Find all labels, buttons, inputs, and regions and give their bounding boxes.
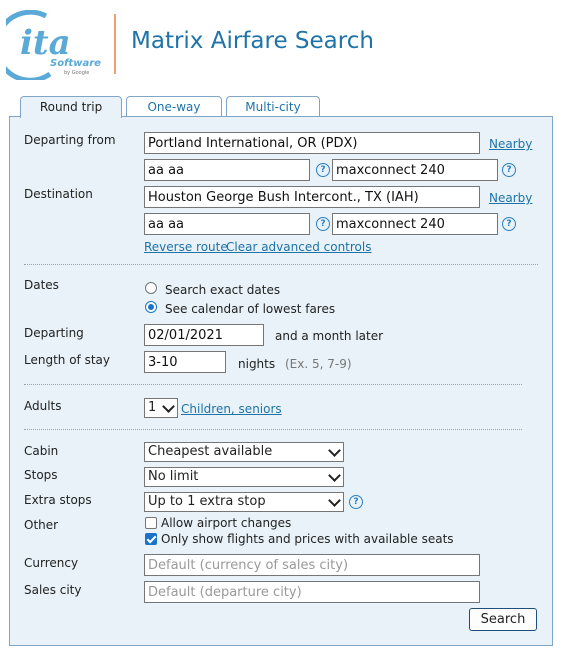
- search-form-panel: [9, 116, 553, 646]
- logo-sub-text: Software: [50, 58, 101, 69]
- cabin-value: Cheapest available: [148, 444, 273, 459]
- allow-airport-changes-checkbox[interactable]: [145, 517, 157, 529]
- header-divider: [114, 14, 116, 74]
- chevron-down-icon: [328, 444, 341, 457]
- sales-city-label: Sales city: [24, 583, 82, 597]
- length-of-stay-label: Length of stay: [24, 353, 110, 367]
- currency-label: Currency: [24, 556, 79, 570]
- available-seats-label: Only show flights and prices with available seats: [161, 532, 454, 546]
- stay-unit-label: nights: [238, 357, 276, 371]
- length-of-stay-input[interactable]: [144, 351, 226, 373]
- tab-multi-city[interactable]: Multi-city: [226, 96, 320, 116]
- clear-advanced-controls-link[interactable]: Clear advanced controls: [226, 240, 372, 254]
- destination-routing-input[interactable]: [144, 213, 310, 235]
- section-divider: [24, 429, 522, 430]
- page-title: Matrix Airfare Search: [131, 28, 374, 54]
- departing-date-label: Departing: [24, 326, 84, 340]
- cabin-select[interactable]: [144, 442, 344, 462]
- dates-label: Dates: [24, 278, 59, 292]
- sales-city-input[interactable]: [144, 581, 480, 603]
- currency-input[interactable]: [144, 554, 480, 576]
- departing-from-label: Departing from: [24, 133, 116, 147]
- calendar-fares-label: See calendar of lowest fares: [165, 302, 336, 316]
- available-seats-checkbox[interactable]: [145, 533, 157, 545]
- adults-select[interactable]: [144, 398, 178, 418]
- destination-label: Destination: [24, 187, 93, 201]
- extra-stops-value: Up to 1 extra stop: [148, 494, 266, 509]
- calendar-fares-radio[interactable]: [145, 301, 157, 313]
- help-icon[interactable]: ?: [316, 163, 330, 177]
- destination-nearby-link[interactable]: Nearby: [489, 191, 533, 205]
- help-icon[interactable]: ?: [502, 163, 516, 177]
- cabin-label: Cabin: [24, 444, 59, 458]
- children-seniors-link[interactable]: Children, seniors: [181, 402, 282, 416]
- reverse-route-link[interactable]: Reverse route: [144, 240, 228, 254]
- adults-value: 1: [148, 400, 157, 415]
- origin-extension-input[interactable]: [332, 159, 498, 181]
- stops-select[interactable]: [144, 467, 344, 487]
- destination-extension-input[interactable]: [332, 213, 498, 235]
- destination-input[interactable]: [144, 186, 480, 208]
- ita-logo: [6, 10, 106, 80]
- origin-nearby-link[interactable]: Nearby: [489, 137, 533, 151]
- allow-airport-changes-label: Allow airport changes: [161, 516, 292, 530]
- origin-routing-input[interactable]: [144, 159, 310, 181]
- exact-dates-radio[interactable]: [145, 282, 157, 294]
- help-icon[interactable]: ?: [502, 217, 516, 231]
- exact-dates-label: Search exact dates: [165, 283, 281, 297]
- chevron-down-icon: [328, 494, 341, 507]
- extra-stops-select[interactable]: [144, 492, 344, 512]
- stops-label: Stops: [24, 468, 58, 482]
- stops-value: No limit: [148, 469, 199, 484]
- logo-main-text: ita: [20, 23, 71, 63]
- logo-by-text: by Google: [64, 70, 90, 76]
- chevron-down-icon: [328, 469, 341, 482]
- departing-date-suffix: and a month later: [275, 329, 384, 343]
- search-button[interactable]: Search: [469, 608, 537, 631]
- stay-example-hint: (Ex. 5, 7-9): [285, 357, 352, 371]
- departing-date-input[interactable]: [144, 324, 264, 346]
- adults-label: Adults: [24, 399, 62, 413]
- tab-round-trip[interactable]: Round trip: [20, 96, 122, 118]
- chevron-down-icon: [162, 400, 175, 413]
- section-divider: [24, 384, 522, 385]
- help-icon[interactable]: ?: [316, 217, 330, 231]
- section-divider: [24, 264, 538, 265]
- extra-stops-label: Extra stops: [24, 493, 92, 507]
- other-label: Other: [24, 518, 59, 532]
- origin-input[interactable]: [144, 132, 480, 154]
- help-icon[interactable]: ?: [349, 495, 363, 509]
- tab-one-way[interactable]: One-way: [126, 96, 222, 116]
